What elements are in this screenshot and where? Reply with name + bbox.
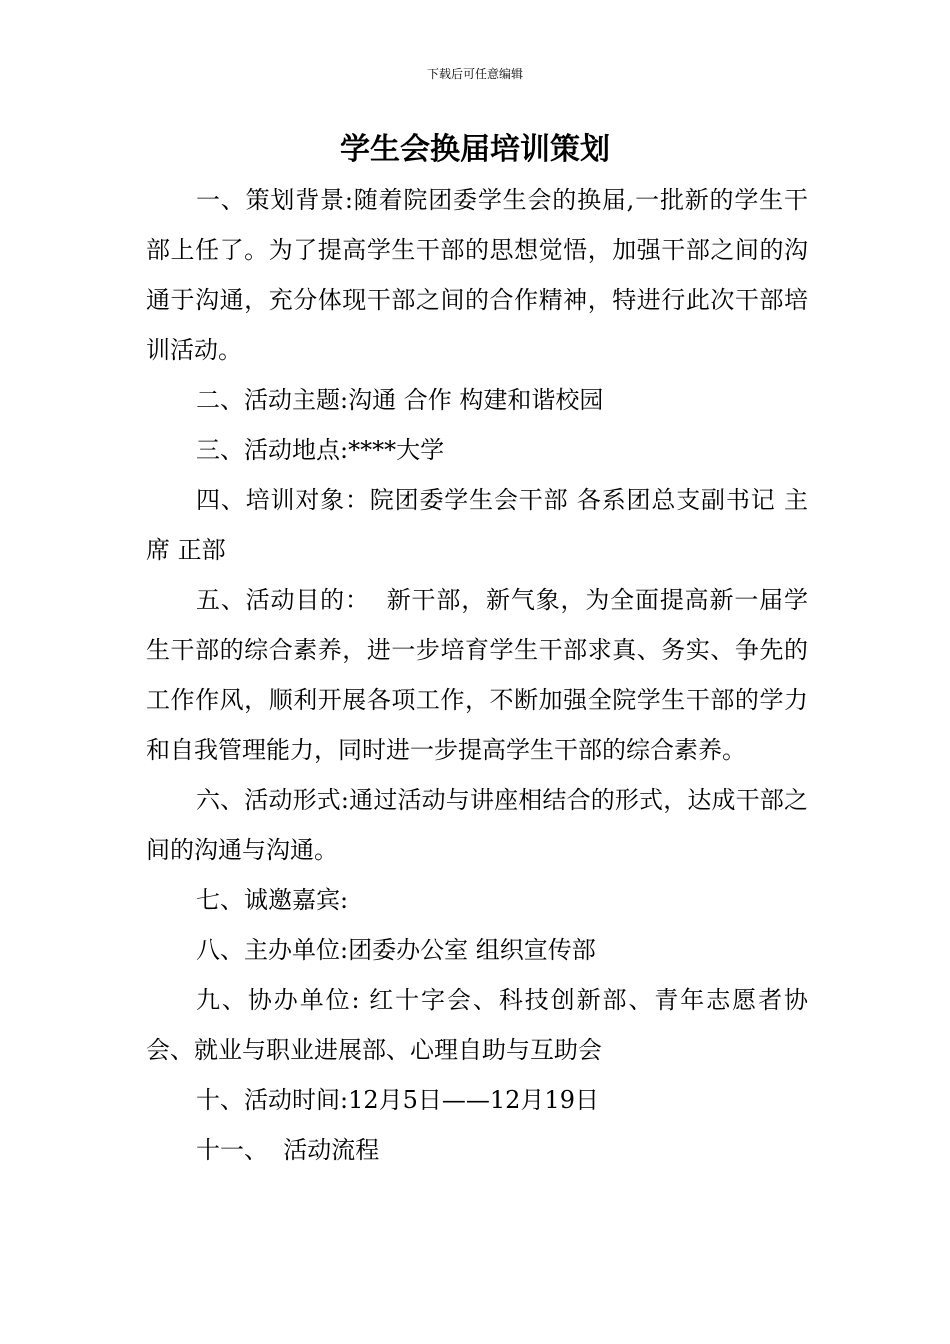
section-background: 一、策划背景:随着院团委学生会的换届,一批新的学生干部上任了。为了提高学生干部的思想觉悟，加强干部之间的沟通于沟通，充分体现干部之间的合作精神，特进行此次干部培训活动。 bbox=[146, 186, 808, 364]
header-note: 下载后可任意编辑 bbox=[426, 67, 523, 81]
document-body bbox=[146, 175, 808, 1175]
section-co-organizer: 九、协办单位: 红十字会、科技创新部、青年志愿者协会、就业与职业进展部、心理自助与互助会 bbox=[146, 986, 808, 1064]
document-title: 学生会换届培训策划 bbox=[340, 132, 610, 167]
section-format: 六、活动形式:通过活动与讲座相结合的形式，达成干部之间的沟通与沟通。 bbox=[146, 786, 808, 864]
section-process: 十一、 活动流程 bbox=[196, 1136, 380, 1164]
section-location: 三、活动地点:****大学 bbox=[196, 436, 445, 464]
section-guests: 七、诚邀嘉宾: bbox=[196, 886, 349, 914]
section-purpose: 五、活动目的： 新干部，新气象，为全面提高新一届学生干部的综合素养，进一步培育学生干部求真、务实、争先的工作作风，顺利开展各项工作，不断加强全院学生干部的学力和自我管理能力，同时进一步提高学生干部的综合素养。 bbox=[146, 586, 808, 764]
section-audience: 四、培训对象：院团委学生会干部 各系团总支副书记 主席 正部 bbox=[146, 486, 808, 564]
section-theme: 二、活动主题:沟通 合作 构建和谐校园 bbox=[196, 386, 604, 414]
section-organizer: 八、主办单位:团委办公室 组织宣传部 bbox=[196, 936, 596, 964]
section-time: 十、活动时间:12月5日——12月19日 bbox=[196, 1086, 599, 1114]
